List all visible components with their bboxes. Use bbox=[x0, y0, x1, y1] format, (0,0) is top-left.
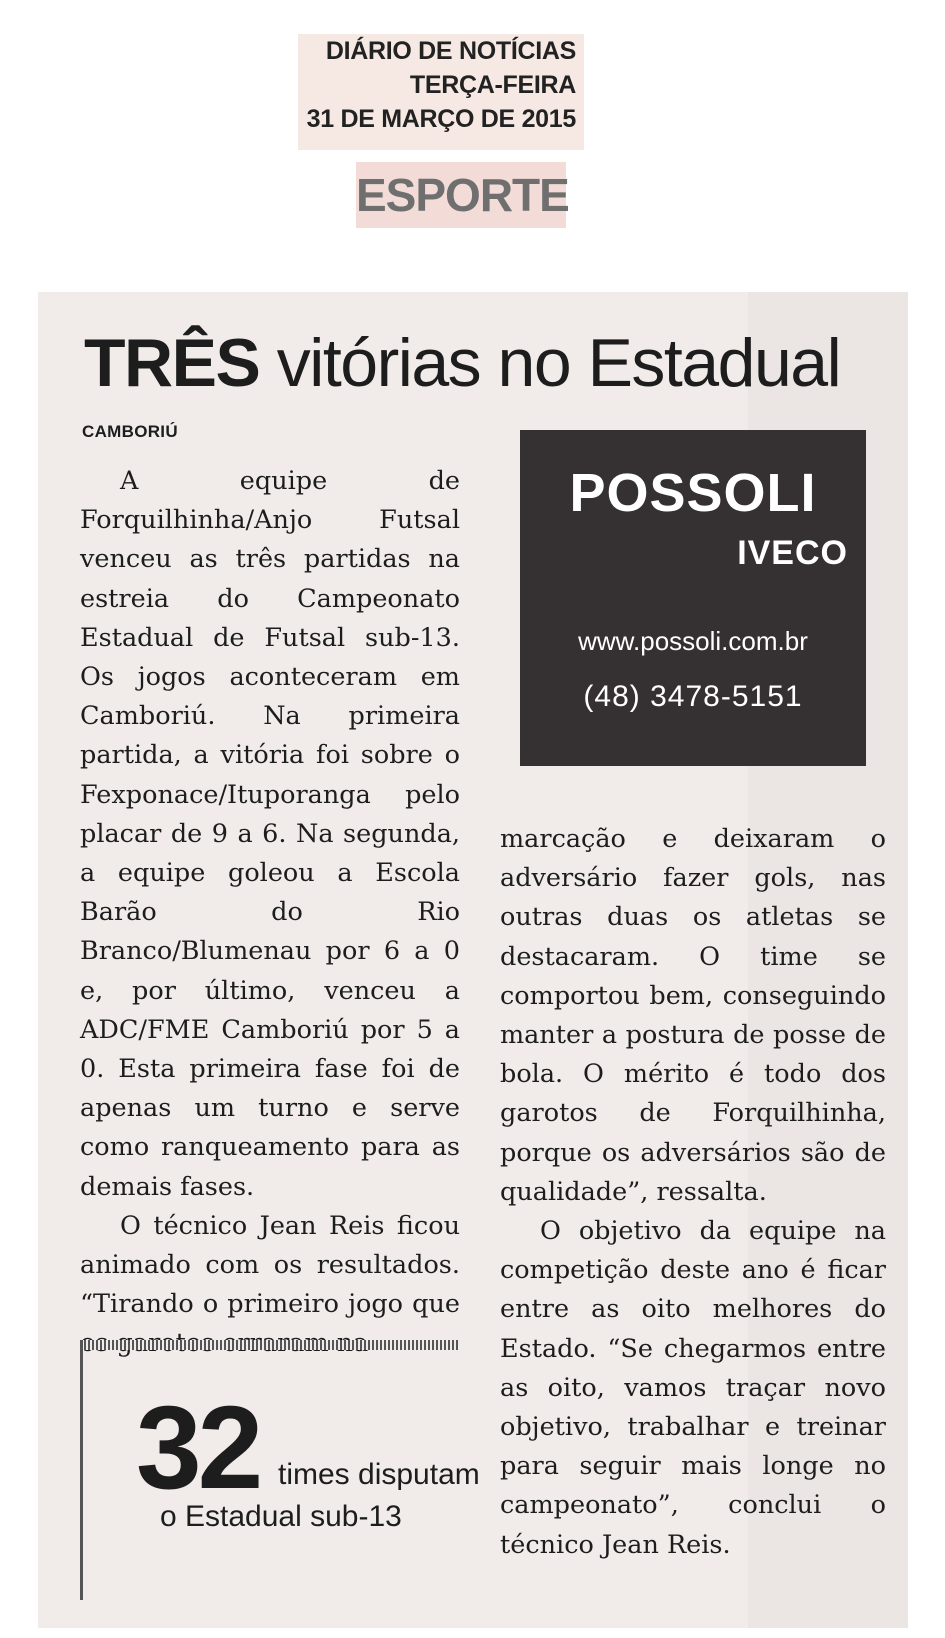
headline bbox=[84, 324, 840, 402]
section-label: ESPORTE bbox=[356, 162, 566, 228]
paragraph: O objetivo da equipe na competição deste ano é ficar entre as oito melhores do Estado. “Se chegarmos entre as oito, vamos traçar novo objetivo, trabalhar e treinar para seguir mais longe no campeonato”, conclui o técnico Jean Reis. bbox=[500, 1216, 886, 1560]
ad-phone: (48) 3478-5151 bbox=[583, 680, 803, 713]
fact-box-top-rule bbox=[80, 1340, 460, 1350]
weekday: TERÇA-FEIRA bbox=[409, 71, 576, 99]
fact-box-side-rule bbox=[80, 1340, 83, 1600]
fact-text-line-2: o Estadual sub-13 bbox=[160, 1500, 402, 1533]
fact-text-line-1: times disputam bbox=[278, 1458, 480, 1491]
headline-bold: TRÊS bbox=[84, 325, 260, 401]
ad-brand: POSSOLI bbox=[569, 463, 817, 523]
ad-sub-brand: IVECO bbox=[737, 534, 848, 572]
paragraph: O técnico Jean Reis ficou animado com os resultados. “Tirando o primeiro jogo que bbox=[80, 1210, 460, 1320]
headline-rest: vitórias no Estadual bbox=[259, 325, 841, 401]
fact-box bbox=[80, 1340, 480, 1610]
paragraph: marcação e deixaram o adversário fazer gols, nas outras duas os atletas se destacaram. O time se comportou bem, conseguindo manter a postura de posse de bola. O mérito é todo dos garotos de Forquilhinha, porque os adversários são de qualidade”, ressalta. bbox=[500, 824, 886, 1207]
fact-number: 32 bbox=[136, 1382, 260, 1514]
newspaper-name: DIÁRIO DE NOTÍCIAS bbox=[325, 37, 576, 65]
newspaper-header bbox=[298, 34, 584, 150]
publication-date: 31 DE MARÇO DE 2015 bbox=[306, 105, 576, 133]
article-clipping bbox=[38, 292, 908, 1628]
article-column-2 bbox=[500, 820, 886, 1565]
possoli-advertisement bbox=[520, 430, 866, 766]
ad-website: www.possoli.com.br bbox=[578, 626, 808, 656]
article-column-1 bbox=[80, 462, 460, 1364]
paragraph: A equipe de Forquilhinha/Anjo Futsal venceu as três partidas na estreia do Campeonato Estadual de Futsal sub-13. Os jogos aconteceram em Camboriú. Na primeira partida, a vitória foi sobre o Fexponace/Ituporanga pelo placar de 9 a 6. Na segunda, a equipe goleou a Escola Barão do Rio Branco/Blumenau por 6 a 0 e, por último, venceu a ADC/FME Camboriú por 5 a 0. Esta primeira fase foi de apenas um turno e serve como ranqueamento para as demais fases. bbox=[80, 466, 460, 1202]
dateline: CAMBORIÚ bbox=[82, 422, 178, 441]
